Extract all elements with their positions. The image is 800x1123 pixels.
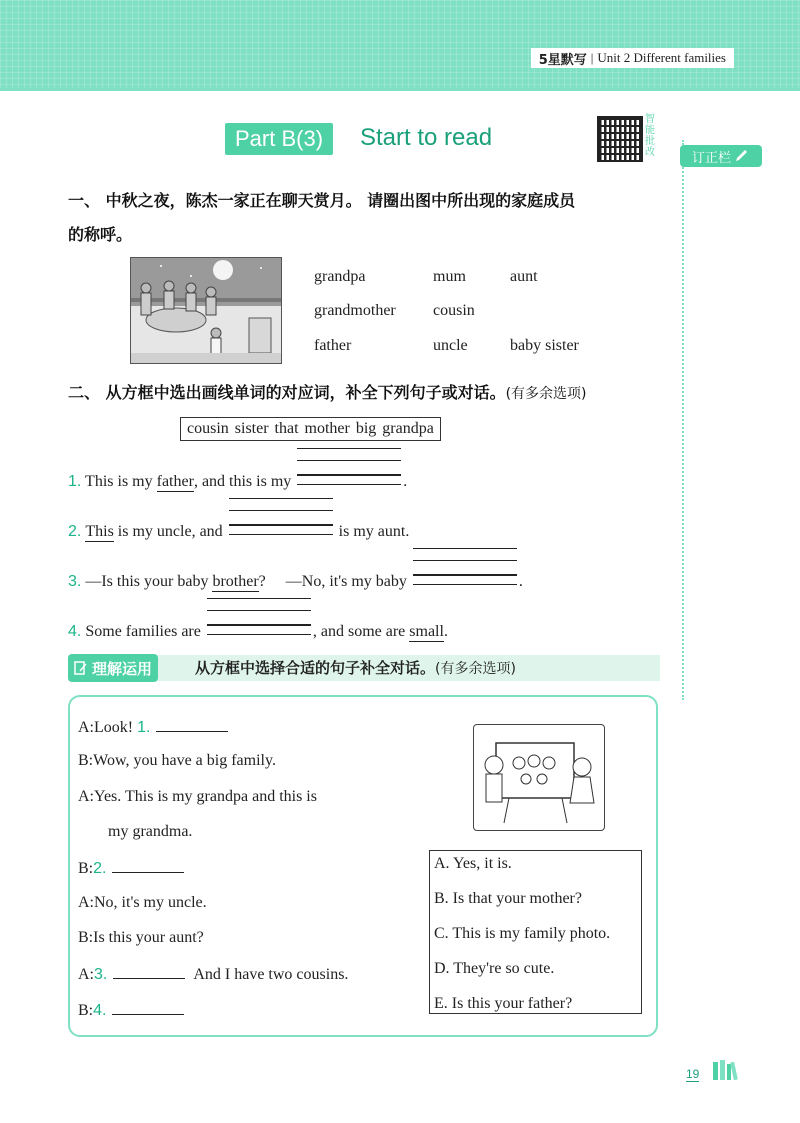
item-text: ? —No, it's my baby [258, 573, 411, 590]
underlined-word: This [85, 523, 114, 540]
correction-column-rule [682, 140, 684, 700]
word-aunt[interactable]: aunt [510, 268, 538, 285]
word-father[interactable]: father [314, 337, 352, 354]
item-text: , and this is my [193, 473, 296, 490]
speaker: A: [78, 719, 94, 736]
dialog-line-2 [78, 752, 276, 770]
option-e[interactable]: E. Is this your father? [434, 995, 573, 1012]
four-line-blank[interactable] [229, 496, 333, 536]
blank-number: 2. [93, 860, 107, 877]
mid-autumn-family-picture [130, 257, 282, 364]
speaker: A: [78, 966, 94, 983]
answer-blank[interactable] [113, 964, 185, 979]
question-2-note: (有多余选项) [505, 386, 587, 402]
header-label [531, 48, 734, 68]
series-name: 5星默写 [538, 52, 587, 68]
dialog-line-7 [78, 964, 348, 984]
blank-number: 1. [137, 719, 151, 736]
header-stripe [0, 88, 800, 91]
section-tag [68, 654, 158, 682]
qr-code-icon[interactable] [597, 116, 643, 162]
family-photo-illustration [473, 724, 605, 831]
item-text: . [518, 573, 523, 590]
dialog-text: my grandma. [108, 823, 193, 840]
speaker: B: [78, 929, 94, 946]
dialog-line-6 [78, 929, 204, 947]
dialog-line-1 [78, 717, 228, 737]
option-d[interactable]: D. They're so cute. [434, 960, 555, 977]
section-note: (有多余选项) [435, 661, 516, 677]
answer-blank[interactable] [156, 717, 228, 732]
dialog-text: No, it's my uncle. [94, 894, 207, 911]
answer-blank[interactable] [112, 858, 184, 873]
item-text: . [443, 623, 448, 640]
page-number: 19 [686, 1067, 700, 1081]
books-icon [712, 1058, 738, 1080]
dialog-line-3-cont [108, 823, 192, 841]
blank-number: 4. [93, 1002, 107, 1019]
answer-blank[interactable] [112, 1000, 184, 1015]
page-title: Start to read [360, 124, 493, 151]
qr-side-text: 智能批改 [645, 114, 655, 158]
correction-tab-label: 订正栏 [691, 150, 731, 166]
q2-item-2 [68, 496, 409, 542]
underlined-word: brother [212, 573, 259, 590]
item-text: is my uncle, and [113, 523, 227, 540]
options-box [429, 850, 642, 1014]
item-text: is my aunt. [334, 523, 410, 540]
item-number: 3. [68, 573, 82, 590]
section-tag-label: 理解运用 [92, 659, 153, 678]
correction-tab [680, 145, 762, 167]
item-text: , and some are [312, 623, 410, 640]
option-b[interactable]: B. Is that your mother? [434, 890, 582, 907]
four-line-blank[interactable] [297, 446, 401, 486]
speaker: A: [78, 894, 94, 911]
dialog-text: Yes. This is my grandpa and this is [94, 788, 317, 805]
word-grandmother[interactable]: grandmother [314, 302, 396, 319]
header-band [0, 0, 800, 88]
item-text: —Is this your baby [81, 573, 213, 590]
option-c[interactable]: C. This is my family photo. [434, 925, 611, 942]
item-number: 1. [68, 473, 82, 490]
four-line-blank[interactable] [207, 596, 311, 636]
word-mum[interactable]: mum [433, 268, 466, 285]
item-number: 2. [68, 523, 82, 540]
q2-item-4 [68, 596, 448, 642]
blank-number: 3. [94, 966, 108, 983]
part-badge: Part B(3) [225, 123, 333, 155]
pencil-icon [734, 149, 750, 163]
underlined-word: father [156, 473, 194, 490]
dialog-text: Is this your aunt? [93, 929, 204, 946]
item-number: 4. [68, 623, 82, 640]
dialog-text: Wow, you have a big family. [93, 752, 276, 769]
section-instruction-text: 从方框中选择合适的句子补全对话。 [195, 659, 436, 677]
word-uncle[interactable]: uncle [433, 337, 468, 354]
speaker: B: [78, 752, 94, 769]
unit-name: Unit 2 Different families [597, 50, 726, 65]
notebook-pencil-icon [74, 661, 88, 675]
item-text: Some families are [81, 623, 205, 640]
speaker: B: [78, 1002, 94, 1019]
dialog-line-5 [78, 894, 207, 912]
speaker: A: [78, 788, 94, 805]
dialog-text: Look! [94, 719, 138, 736]
q2-item-3 [68, 546, 523, 592]
four-line-blank[interactable] [413, 546, 517, 586]
question-1-heading-cont: 的称呼。 [68, 225, 133, 244]
dialog-line-8 [78, 1000, 184, 1020]
section-instruction [195, 657, 516, 678]
q2-item-1 [68, 446, 407, 492]
question-2-heading-text: 二、 从方框中选出画线单词的对应词，补全下列句子或对话。 [68, 383, 506, 402]
underlined-word: small [409, 623, 444, 640]
word-grandpa[interactable]: grandpa [314, 268, 366, 285]
item-text: . [403, 473, 408, 490]
word-bank-box: cousin sister that mother big grandpa [180, 417, 441, 441]
dialog-line-3 [78, 788, 317, 806]
word-cousin[interactable]: cousin [433, 302, 475, 319]
speaker: B: [78, 860, 94, 877]
item-text: This is my [81, 473, 157, 490]
header-separator: | [590, 50, 594, 65]
option-a[interactable]: A. Yes, it is. [434, 855, 512, 872]
dialog-text: And I have two cousins. [193, 966, 349, 983]
word-baby-sister[interactable]: baby sister [510, 337, 579, 354]
question-2-heading [68, 380, 587, 403]
dialog-line-4 [78, 858, 184, 878]
question-1-heading: 一、 中秋之夜，陈杰一家正在聊天赏月。 请圈出图中所出现的家庭成员 [68, 191, 576, 210]
